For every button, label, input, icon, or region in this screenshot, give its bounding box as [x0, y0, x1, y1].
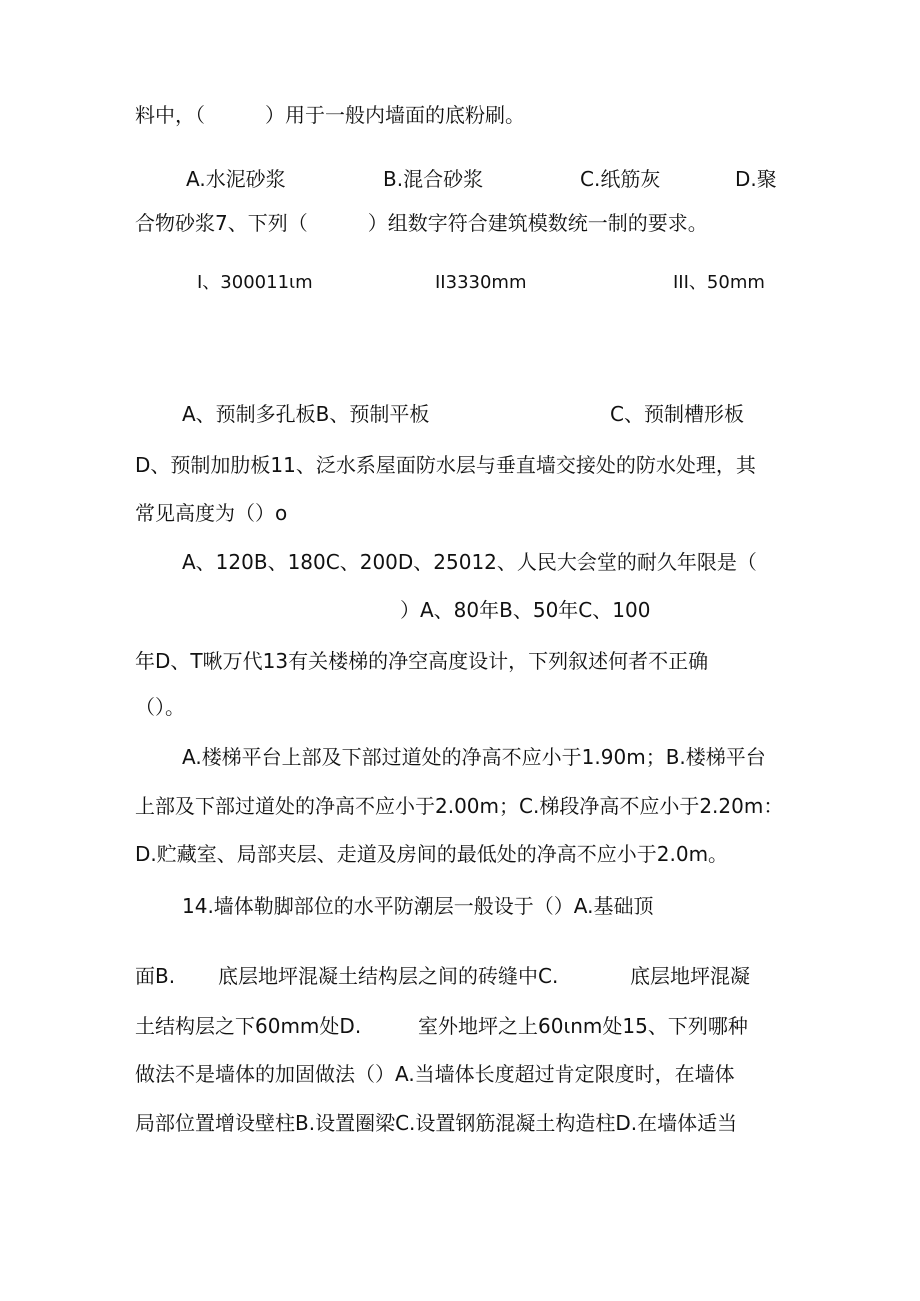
text-line-5b: C、预制槽形板 — [610, 402, 744, 426]
option-d-polymer: D.聚 — [735, 167, 777, 191]
item-ii: II3330mm — [435, 272, 527, 293]
text-line-12: A.楼梯平台上部及下部过道处的净高不应小于1.90m；B.楼梯平台 — [182, 745, 766, 769]
text-line-16a: 面B. — [135, 964, 176, 988]
text-line-17a: 土结构层之下60mm处D. — [135, 1014, 362, 1038]
item-iii: III、50mm — [673, 272, 765, 293]
text-line-18: 做法不是墙体的加固做法（）A.当墙体长度超过肯定限度时，在墙体 — [135, 1062, 735, 1086]
text-line-19: 局部位置增设壁柱B.设置圈梁C.设置钢筋混凝土构造柱D.在墙体适当 — [135, 1111, 738, 1135]
text-line-5a: A、预制多孔板B、预制平板 — [182, 402, 430, 426]
text-line-14: D.贮藏室、局部夹层、走道及房间的最低处的净高不应小于2.0m。 — [135, 842, 729, 866]
text-line-8: A、120B、180C、200D、25012、人民大会堂的耐久年限是（ — [182, 550, 757, 574]
text-line-16c: 底层地坪混凝 — [630, 964, 750, 988]
text-line-3: 合物砂浆7、下列（ ）组数字符合建筑模数统一制的要求。 — [135, 211, 708, 235]
text-line-6: D、预制加肋板11、泛水系屋面防水层与垂直墙交接处的防水处理，其 — [135, 453, 756, 477]
text-line-9: ）A、80年B、50年C、100 — [400, 598, 651, 622]
text-line-10: 年D、T啾万代13有关楼梯的净空高度设计，下列叙述何者不正确 — [135, 649, 709, 673]
text-line-11: （）。 — [135, 695, 185, 719]
option-a-cement-mortar: A.水泥砂浆 — [186, 167, 286, 191]
text-line-7: 常见高度为（）o — [135, 501, 288, 525]
text-line-17b: 室外地坪之上60ιnm处15、下列哪种 — [418, 1014, 748, 1038]
option-c-paper-lime: C.纸筋灰 — [580, 167, 661, 191]
text-line-1: 料中，（ ）用于一般内墙面的底粉刷。 — [135, 103, 525, 127]
text-line-13: 上部及下部过道处的净高不应小于2.00m；C.梯段净高不应小于2.20m： — [135, 794, 784, 818]
option-b-mixed-mortar: B.混合砂浆 — [383, 167, 484, 191]
text-line-15: 14.墙体勒脚部位的水平防潮层一般设于（）A.基础顶 — [182, 894, 654, 918]
item-i: I、300011ιm — [197, 272, 313, 293]
text-line-16b: 底层地坪混凝土结构层之间的砖缝中C. — [218, 964, 559, 988]
